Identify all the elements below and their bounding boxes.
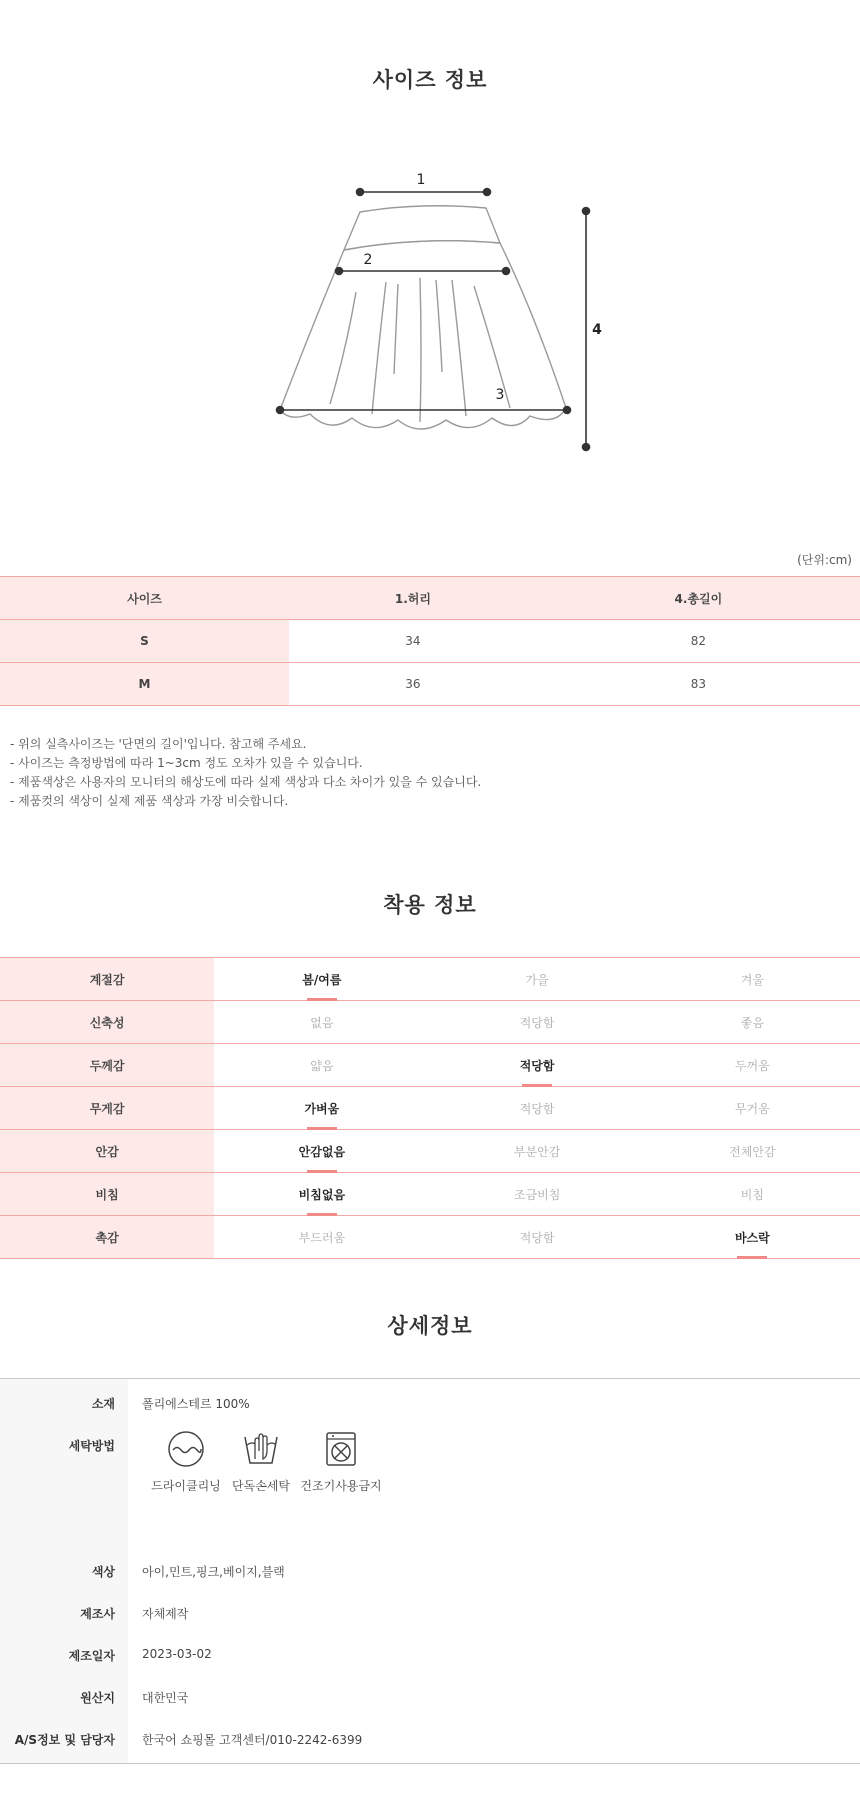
- measure-label-1: 1: [416, 172, 426, 188]
- care-label: 건조기사용금지: [300, 1479, 382, 1493]
- fit-option: 부드러움: [214, 1216, 429, 1259]
- waist-value: 36: [289, 663, 537, 706]
- fit-table: [0, 957, 860, 1259]
- waist-value: 34: [289, 620, 537, 663]
- detail-key: 제조일자: [68, 1649, 115, 1663]
- fit-option: 가을: [430, 958, 645, 1001]
- fit-option: 적당함: [430, 1044, 645, 1087]
- size-table: [0, 576, 860, 706]
- fit-option: 적당함: [430, 1001, 645, 1044]
- fit-option: 적당함: [430, 1087, 645, 1130]
- detail-value: 2023-03-02: [142, 1647, 212, 1661]
- fit-option: 무거움: [645, 1087, 860, 1130]
- fit-option: 겨울: [645, 958, 860, 1001]
- hand-wash-icon: [241, 1429, 281, 1469]
- unit-label: (단위:cm): [797, 553, 852, 567]
- fit-label: 비침: [0, 1173, 214, 1216]
- detail-key: 세탁방법: [68, 1439, 115, 1453]
- care-item: [291, 1429, 391, 1494]
- detail-value: 폴리에스테르 100%: [142, 1397, 250, 1411]
- header-size: 사이즈: [0, 577, 289, 620]
- size-table-header: [0, 577, 860, 620]
- table-row: [0, 1044, 860, 1087]
- skirt-outline: [280, 206, 566, 429]
- fit-option: 적당함: [430, 1216, 645, 1259]
- table-row: [0, 663, 860, 706]
- table-row: [0, 1001, 860, 1044]
- dry-clean-icon: [166, 1429, 206, 1469]
- fit-option: 얇음: [214, 1044, 429, 1087]
- note-line: - 위의 실측사이즈는 '단면의 길이'입니다. 참고해 주세요.: [10, 737, 307, 751]
- fit-option: 봄/여름: [214, 958, 429, 1001]
- table-row: [0, 1216, 860, 1259]
- table-row: [0, 1130, 860, 1173]
- detail-key: 제조사: [80, 1607, 115, 1621]
- length-value: 83: [537, 663, 860, 706]
- fit-label: 두께감: [0, 1044, 214, 1087]
- size-notes: [10, 735, 481, 811]
- header-length: 4.총길이: [537, 577, 860, 620]
- fit-option: 바스락: [645, 1216, 860, 1259]
- note-line: - 사이즈는 측정방법에 따라 1~3cm 정도 오차가 있을 수 있습니다.: [10, 756, 363, 770]
- skirt-size-diagram: [0, 150, 860, 470]
- header-waist: 1.허리: [289, 577, 537, 620]
- size-label: S: [0, 620, 289, 663]
- no-tumble-dry-icon: [321, 1429, 361, 1469]
- measure-label-4: 4: [592, 322, 602, 338]
- fit-label: 촉감: [0, 1216, 214, 1259]
- detail-key: A/S정보 및 담당자: [14, 1733, 115, 1747]
- size-label: M: [0, 663, 289, 706]
- fit-option: 부분안감: [430, 1130, 645, 1173]
- note-line: - 제품컷의 색상이 실제 제품 색상과 가장 비슷합니다.: [10, 794, 289, 808]
- detail-value: 한국어 쇼핑몰 고객센터/010-2242-6399: [142, 1733, 363, 1747]
- length-value: 82: [537, 620, 860, 663]
- table-row: [0, 1087, 860, 1130]
- care-label: 드라이클리닝: [151, 1479, 221, 1493]
- care-label: 단독손세탁: [232, 1479, 290, 1493]
- fit-option: 없음: [214, 1001, 429, 1044]
- fit-label: 안감: [0, 1130, 214, 1173]
- measure-label-2: 2: [363, 252, 373, 268]
- fit-option: 비침없음: [214, 1173, 429, 1216]
- fit-info-title: 착용 정보: [383, 893, 477, 917]
- fit-option: 조금비침: [430, 1173, 645, 1216]
- measure-label-3: 3: [495, 387, 505, 403]
- detail-value: 대한민국: [142, 1691, 189, 1705]
- measure-lines: [277, 189, 590, 451]
- fit-option: 전체안감: [645, 1130, 860, 1173]
- table-row: [0, 1173, 860, 1216]
- detail-table: [0, 1378, 860, 1764]
- table-row: [0, 620, 860, 663]
- fit-option: 두꺼움: [645, 1044, 860, 1087]
- detail-key: 색상: [91, 1565, 115, 1579]
- detail-value: 아이,민트,핑크,베이지,블랙: [142, 1565, 285, 1579]
- table-row: [0, 958, 860, 1001]
- note-line: - 제품색상은 사용자의 모니터의 해상도에 따라 실제 색상과 다소 차이가 있을 수 있습니다.: [10, 775, 482, 789]
- detail-key: 소재: [91, 1397, 115, 1411]
- fit-option: 비침: [645, 1173, 860, 1216]
- fit-option: 가벼움: [214, 1087, 429, 1130]
- fit-label: 계절감: [0, 958, 214, 1001]
- detail-value: 자체제작: [142, 1607, 189, 1621]
- fit-option: 좋음: [645, 1001, 860, 1044]
- detail-info-title: 상세정보: [387, 1314, 473, 1338]
- fit-label: 신축성: [0, 1001, 214, 1044]
- detail-key: 원산지: [80, 1691, 115, 1705]
- fit-label: 무게감: [0, 1087, 214, 1130]
- fit-option: 안감없음: [214, 1130, 429, 1173]
- size-info-title: 사이즈 정보: [372, 68, 488, 92]
